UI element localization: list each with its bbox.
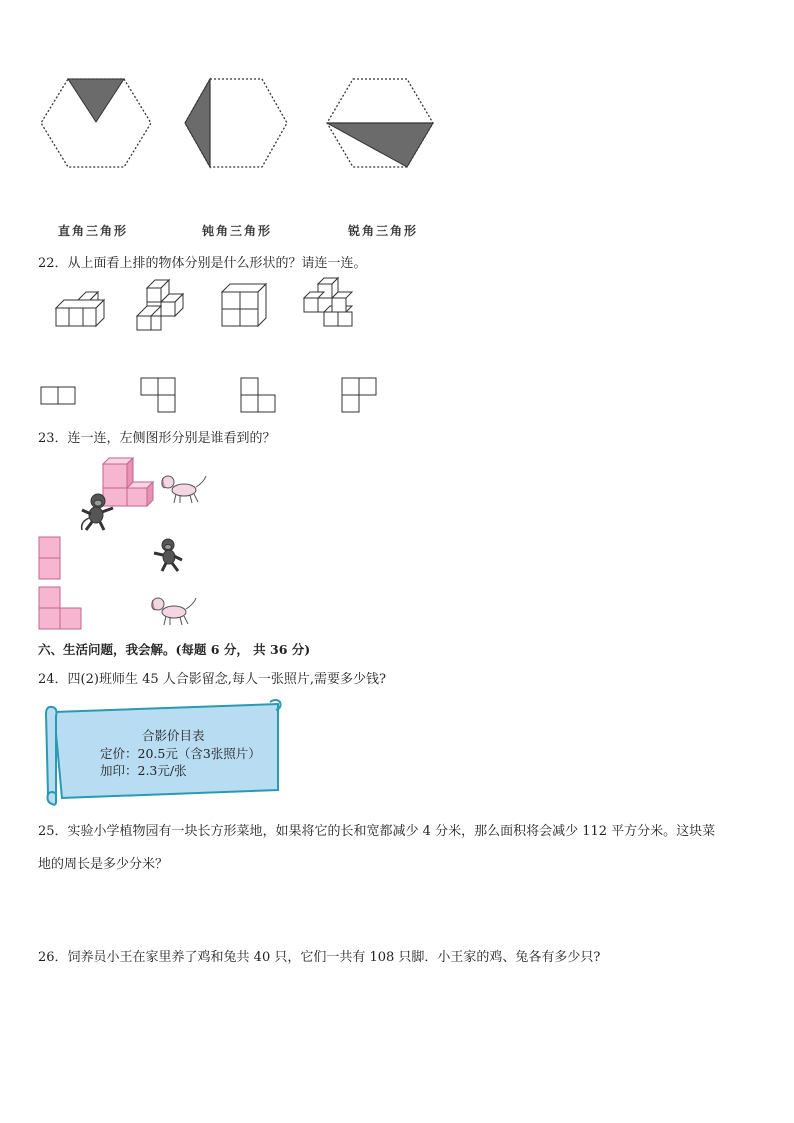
- cube-object-1: [56, 292, 106, 328]
- question-26: 26．饲养员小王在家里养了鸡和兔共 40 只，它们一共有 108 只脚．小王家的鸡、兔各有多少只?: [38, 950, 601, 965]
- view-shape-1: [38, 536, 62, 580]
- label-right-triangle: 直角三角形: [58, 224, 129, 238]
- cube-object-3: [222, 284, 268, 328]
- monkey-icon: [78, 492, 116, 532]
- cube-object-4: [300, 278, 354, 330]
- view-shape-2: [38, 586, 84, 630]
- monkey-icon-2: [152, 537, 188, 573]
- hexagon-obtuse-triangle: [184, 78, 288, 168]
- scroll-line-2: 加印：2.3元/张: [100, 763, 187, 778]
- question-25-line-2: 地的周长是多少分米？: [38, 857, 169, 872]
- top-view-1: [40, 386, 76, 406]
- question-24: 24．四(2)班师生 45 人合影留念,每人一张照片,需要多少钱?: [38, 672, 386, 687]
- cube-object-2: [137, 280, 187, 332]
- scroll-line-1: 定价：20.5元（含3张照片）: [100, 746, 261, 761]
- label-obtuse-triangle: 钝角三角形: [202, 224, 273, 238]
- top-view-2: [140, 377, 176, 413]
- dog-icon-2: [150, 594, 198, 626]
- label-acute-triangle: 锐角三角形: [348, 224, 419, 238]
- question-23: 23．连一连，左侧图形分别是谁看到的？: [38, 431, 276, 446]
- scroll-title: 合影价目表: [142, 728, 205, 743]
- top-view-3: [240, 377, 276, 413]
- hexagon-acute-triangle: [326, 78, 434, 168]
- question-22: 22．从上面看上排的物体分别是什么形状的？请连一连。: [38, 256, 367, 271]
- question-25-line-1: 25．实验小学植物园有一块长方形菜地，如果将它的长和宽都减少 4 分米，那么面积将会减少 112 平方分米。这块菜: [38, 824, 716, 839]
- section-6-title: 六、生活问题，我会解。(每题 6 分， 共 36 分): [38, 642, 311, 657]
- top-view-4: [341, 377, 377, 413]
- dog-icon: [160, 472, 208, 504]
- hexagon-right-triangle: [40, 78, 152, 168]
